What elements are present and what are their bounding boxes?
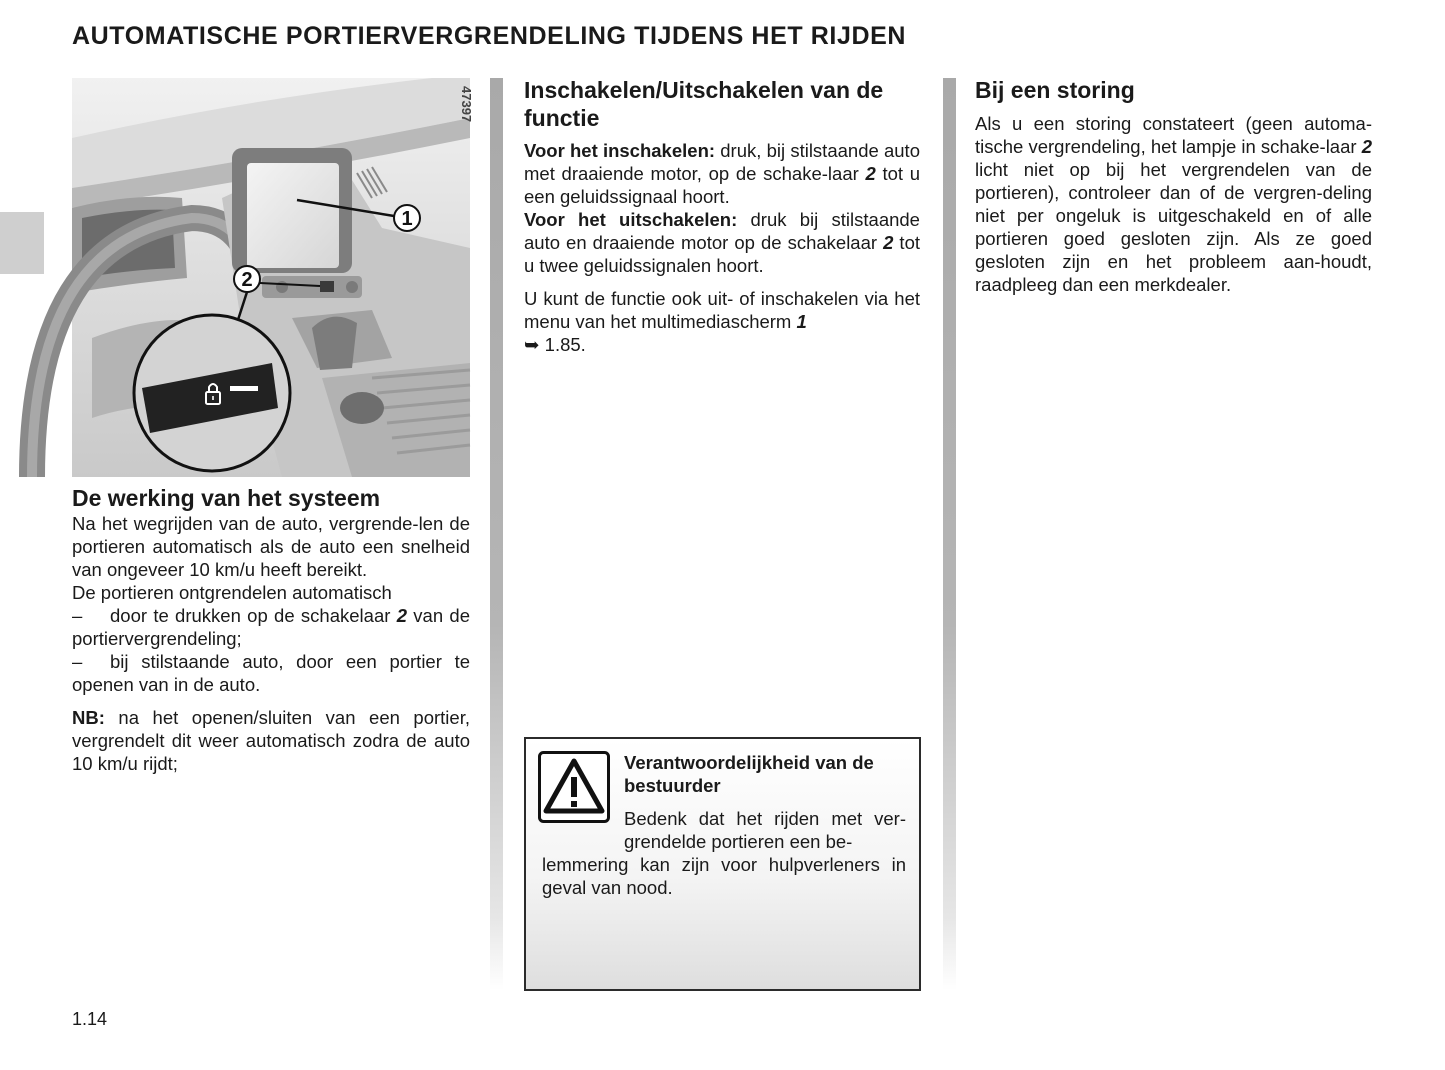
warning-text: Bedenk dat het rijden met ver-grendelde portieren een be-	[624, 808, 906, 852]
note-paragraph: NB: na het openen/sluiten van een portier, vergrendelt dit weer automatisch zodra de auto 10 km/u rijdt;	[72, 707, 470, 774]
warning-box	[524, 737, 921, 991]
page-number: 1.14	[72, 1009, 108, 1029]
deactivation-paragraph: Voor het uitschakelen: druk bij stilstaande auto en draaiende motor op de schakelaar 2 tot u twee geluidssignalen hoort.	[524, 209, 921, 276]
column-divider-right	[943, 78, 956, 990]
activation-paragraph: Voor het inschakelen: druk, bij stilstaande auto met draaiende motor, op de schake-laar 2 tot u een geluidssignaal hoort.	[524, 140, 920, 207]
column-malfunction	[975, 76, 1372, 296]
callout-1: 1	[401, 208, 413, 230]
column-activation	[524, 76, 920, 356]
arrow-icon: ➥	[524, 334, 540, 355]
malfunction-paragraph: Als u een storing constateert (geen automa-tische vergrendeling, het lampje in schake-laar 2 licht niet op bij het vergrendelen van de portieren), controleer dan of de vergren-deling niet per ongeluk is uitgeschakeld en of alle portieren goed gesloten zijn. Als ze goed gesloten zijn en het probleem aan-houdt, raadpleeg dan een merkdealer.	[975, 113, 1372, 295]
unlock-intro: De portieren ontgrendelen automatisch	[72, 582, 392, 603]
menu-paragraph: U kunt de functie ook uit- of inschakelen via het menu van het multimediascherm 1 ➥ 1.85.	[524, 288, 920, 355]
heading-operation: De werking van het systeem	[72, 485, 381, 511]
column-operation	[72, 484, 470, 775]
warning-triangle-icon	[538, 751, 610, 823]
heading-activation: Inschakelen/Uitschakelen van de functie	[524, 77, 884, 131]
column-divider-left	[490, 78, 503, 990]
section-tab	[0, 212, 44, 274]
figure-reference: 47397	[459, 86, 474, 123]
callout-2: 2	[241, 269, 253, 291]
dashboard-figure	[72, 78, 474, 477]
list-item: – door te drukken op de schakelaar 2 van de portiervergrendeling;	[72, 605, 471, 649]
warning-text-continued: lemmering kan zijn voor hulpverleners in geval van nood.	[542, 854, 906, 898]
operation-paragraph: Na het wegrijden van de auto, vergrende-len de portieren automatisch als de auto een snelheid van ongeveer 10 km/u heeft bereikt.	[72, 513, 470, 580]
warning-title: Verantwoordelijkheid van de bestuurder	[624, 752, 874, 796]
heading-malfunction: Bij een storing	[975, 77, 1135, 103]
page-title: AUTOMATISCHE PORTIERVERGRENDELING TIJDENS HET RIJDEN	[72, 22, 907, 50]
list-item: – bij stilstaande auto, door een portier te openen van in de auto.	[72, 651, 470, 695]
dashboard-illustration	[72, 78, 474, 477]
